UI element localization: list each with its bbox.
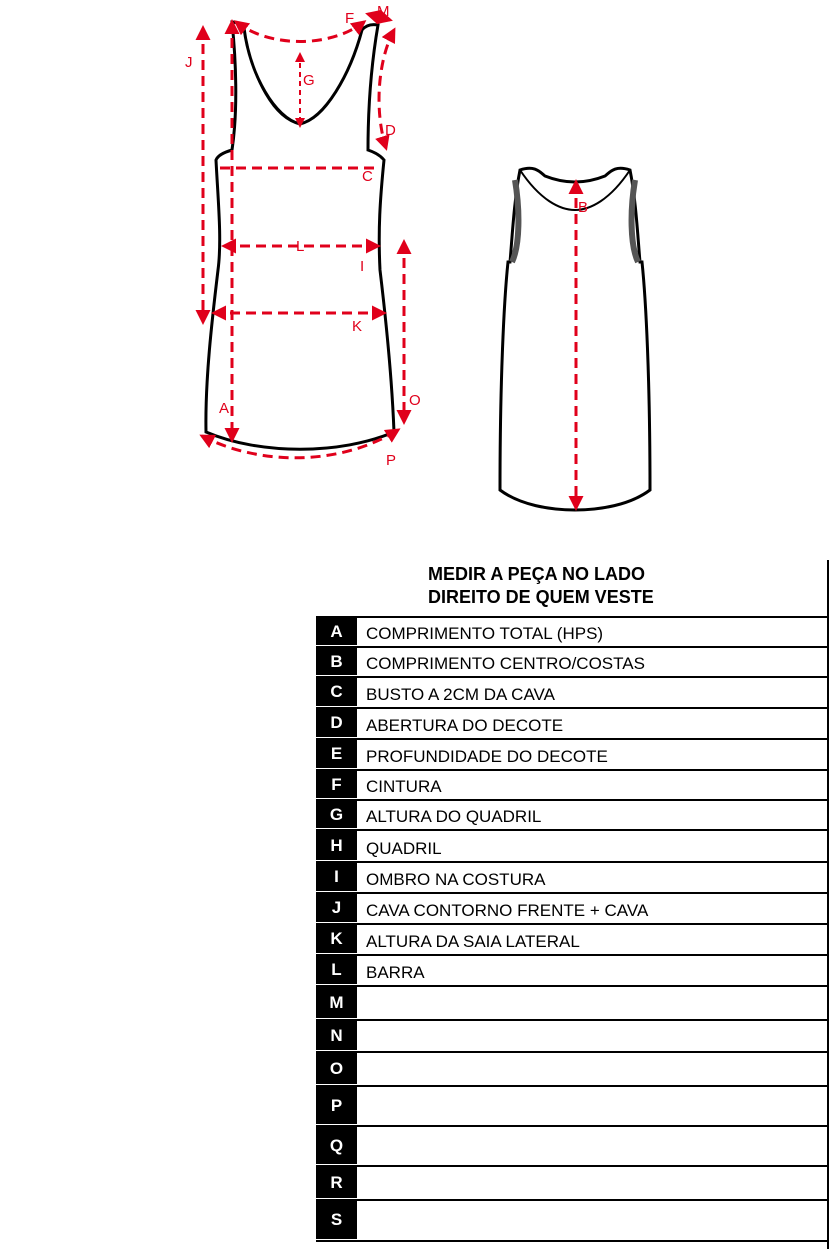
row-letter: Q xyxy=(316,1127,357,1165)
front-garment-outline xyxy=(206,22,394,449)
row-letter: C xyxy=(316,678,357,707)
table-title xyxy=(428,563,828,609)
row-letter: F xyxy=(316,771,357,799)
row-letter: L xyxy=(316,956,357,985)
table-row xyxy=(316,709,829,740)
row-description xyxy=(357,1021,829,1051)
row-description: CINTURA xyxy=(366,777,442,796)
row-letter: S xyxy=(316,1201,357,1240)
table-row xyxy=(316,740,829,771)
measure-label: G xyxy=(303,72,315,89)
row-letter: B xyxy=(316,648,357,676)
row-description xyxy=(357,1167,829,1199)
row-letter: P xyxy=(316,1087,357,1125)
measure-line-p xyxy=(202,430,398,458)
row-description: COMPRIMENTO CENTRO/COSTAS xyxy=(366,654,645,673)
row-description: CAVA CONTORNO FRENTE + CAVA xyxy=(366,901,649,920)
row-description: PROFUNDIDADE DO DECOTE xyxy=(366,747,608,766)
table-row xyxy=(316,863,829,894)
table-row xyxy=(316,894,829,925)
row-letter: R xyxy=(316,1167,357,1199)
table-row xyxy=(316,1053,829,1087)
row-letter: D xyxy=(316,709,357,738)
table-row xyxy=(316,925,829,956)
table-row xyxy=(316,1167,829,1201)
measure-label: L xyxy=(296,238,305,255)
table-row xyxy=(316,1201,829,1242)
row-description: BUSTO A 2CM DA CAVA xyxy=(366,685,555,704)
measure-label: M xyxy=(377,3,390,20)
table-row xyxy=(316,618,829,648)
row-description xyxy=(357,987,829,1019)
table-row xyxy=(316,987,829,1021)
row-description xyxy=(357,1087,829,1125)
table-row xyxy=(316,1127,829,1167)
table-row xyxy=(316,1087,829,1127)
measure-label: J xyxy=(185,54,193,71)
table-title-line2: DIREITO DE QUEM VESTE xyxy=(428,587,654,607)
row-letter: M xyxy=(316,987,357,1019)
measure-label: D xyxy=(385,122,396,139)
row-letter: E xyxy=(316,740,357,769)
row-description: OMBRO NA COSTURA xyxy=(366,870,546,889)
table-row xyxy=(316,1021,829,1053)
row-letter: I xyxy=(316,863,357,892)
measure-label: P xyxy=(386,452,397,469)
row-letter: G xyxy=(316,801,357,829)
table-row xyxy=(316,801,829,831)
row-description: COMPRIMENTO TOTAL (HPS) xyxy=(366,624,604,643)
row-letter: O xyxy=(316,1053,357,1085)
measure-label: I xyxy=(360,258,365,275)
row-description xyxy=(357,1201,829,1240)
table-row xyxy=(316,831,829,863)
garment-diagram xyxy=(0,0,834,560)
row-description: ALTURA DA SAIA LATERAL xyxy=(366,932,580,951)
row-description xyxy=(357,1127,829,1165)
row-letter: N xyxy=(316,1021,357,1051)
measure-label: A xyxy=(219,400,230,417)
row-description xyxy=(357,1053,829,1085)
measure-label: O xyxy=(409,392,421,409)
table-title-line1: MEDIR A PEÇA NO LADO xyxy=(428,564,646,584)
row-description: QUADRIL xyxy=(366,839,442,858)
measure-label: K xyxy=(352,318,363,335)
table-row xyxy=(316,771,829,801)
measure-label: F xyxy=(345,10,355,27)
row-description: BARRA xyxy=(366,963,425,982)
measure-label-back: B xyxy=(578,199,589,216)
row-description: ALTURA DO QUADRIL xyxy=(366,807,542,826)
row-letter: H xyxy=(316,831,357,861)
row-letter: J xyxy=(316,894,357,923)
table-row xyxy=(316,956,829,987)
table-row xyxy=(316,648,829,678)
measure-label: C xyxy=(362,168,373,185)
table-row xyxy=(316,678,829,709)
row-letter: A xyxy=(316,618,357,646)
row-letter: K xyxy=(316,925,357,954)
measurement-table xyxy=(316,618,829,1242)
row-description: ABERTURA DO DECOTE xyxy=(366,716,564,735)
